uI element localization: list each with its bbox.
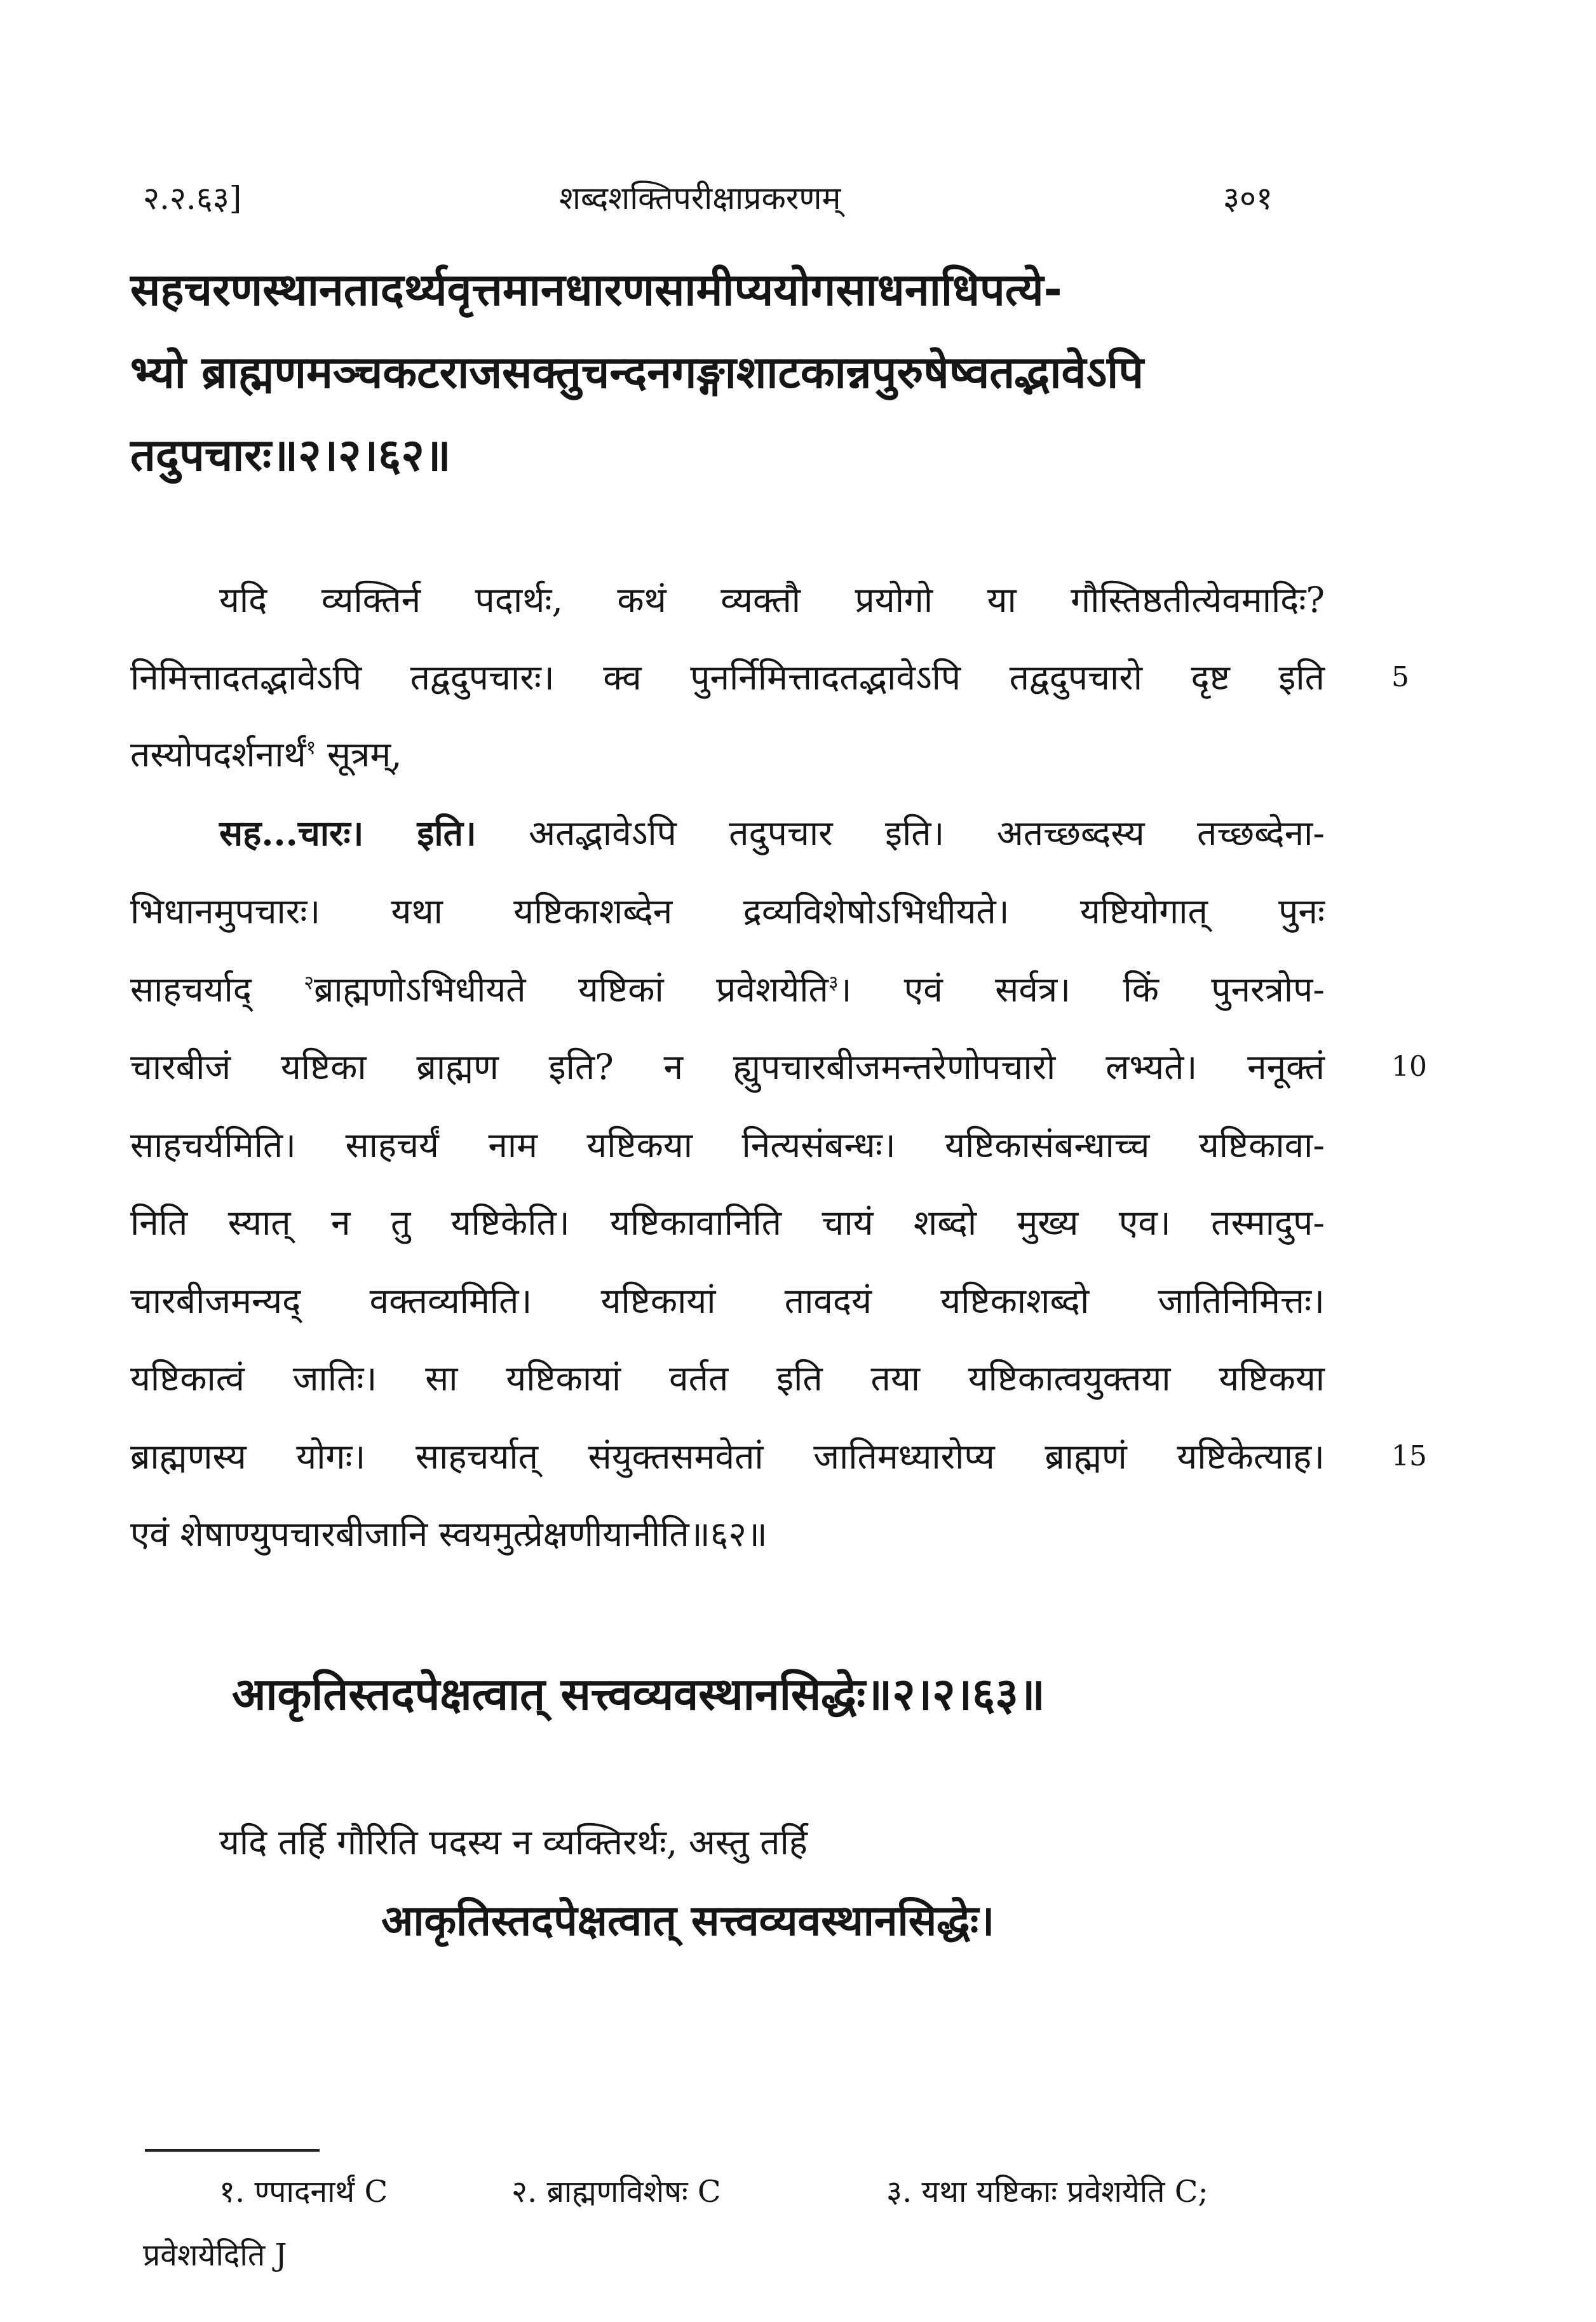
commentary-line-10: चारबीजमन्यद् वक्तव्यमिति। यष्टिकायां तावदयं यष्टिकाशब्दो जातिनिमित्तः। bbox=[130, 1280, 1325, 1321]
footnote-ref-3: ३ bbox=[828, 972, 839, 995]
sutra-62-line-3: तदुपचारः॥२।२।६२॥ bbox=[130, 429, 451, 481]
running-title: शब्दशक्तिपरीक्षाप्रकरणम् bbox=[559, 180, 841, 217]
footnote-3: ३. यथा यष्टिकाः प्रवेशयेति C; bbox=[886, 2174, 1208, 2210]
footnote-ref-1: १ bbox=[306, 737, 316, 759]
page-number: ३०१ bbox=[1223, 180, 1273, 217]
line-number-5: 5 bbox=[1391, 661, 1409, 693]
commentary2-line-1: यदि तर्हि गौरिति पदस्य न व्यक्तिरर्थः, अस्तु तर्हि bbox=[219, 1822, 808, 1863]
footnote-rule bbox=[145, 2149, 320, 2152]
commentary-line-11: यष्टिकात्वं जातिः। सा यष्टिकायां वर्तत इति तया यष्टिकात्वयुक्तया यष्टिकया bbox=[130, 1358, 1325, 1399]
lemma-bold: सह...चारः। इति। bbox=[219, 812, 477, 853]
sutra-63-inline: आकृतिस्तदपेक्षत्वात् सत्त्वव्यवस्थानसिद्धेः। bbox=[381, 1896, 995, 1945]
sutra-62-line-1: सहचरणस्थानतादर्थ्यवृत्तमानधारणसामीप्ययोगसाधनाधिपत्ये- bbox=[130, 264, 1062, 316]
line-number-10: 10 bbox=[1391, 1050, 1427, 1083]
line-number-15: 15 bbox=[1391, 1440, 1427, 1472]
commentary-line-4: सह...चारः। इति। अतद्भावेऽपि तदुपचार इति। अतच्छब्दस्य तच्छब्देना- bbox=[219, 812, 1325, 853]
sutra-62-line-2: भ्यो ब्राह्मणमञ्चकटराजसक्तुचन्दनगङ्गाशाटकान्नपुरुषेष्वतद्भावेऽपि bbox=[130, 346, 1144, 398]
commentary-line-2: निमित्तादतद्भावेऽपि तद्वदुपचारः। क्व पुनर्निमित्तादतद्भावेऽपि तद्वदुपचारो दृष्ट इति bbox=[130, 657, 1325, 698]
commentary-line-6: साहचर्याद् $^२$ब्राह्मणोऽभिधीयते यष्टिकां प्रवेशयेति$^३$। एवं सर्वत्र। किं पुनरत्रोप- bbox=[130, 969, 1325, 1010]
commentary-line-13: एवं शेषाण्युपचारबीजानि स्वयमुत्प्रेक्षणीयानीति॥६२॥ bbox=[130, 1514, 768, 1554]
commentary-line-7: चारबीजं यष्टिका ब्राह्मण इति? न ह्युपचारबीजमन्तरेणोपचारो लभ्यते। ननूक्तं bbox=[130, 1047, 1325, 1087]
commentary-line-8: साहचर्यमिति। साहचर्यं नाम यष्टिकया नित्यसंबन्धः। यष्टिकासंबन्धाच्च यष्टिकावा- bbox=[130, 1125, 1325, 1165]
sutra-63: आकृतिस्तदपेक्षत्वात् सत्त्वव्यवस्थानसिद्धेः॥२।२।६३॥ bbox=[232, 1668, 1045, 1720]
footnote-3-continued: प्रवेशयेदिति J bbox=[143, 2237, 287, 2273]
commentary-line-9: निति स्यात् न तु यष्टिकेति। यष्टिकावानिति चायं शब्दो मुख्य एव। तस्मादुप- bbox=[130, 1202, 1325, 1243]
header-section-ref: २.२.६३] bbox=[143, 180, 242, 217]
commentary-line-12: ब्राह्मणस्य योगः। साहचर्यात् संयुक्तसमवेतां जातिमध्यारोप्य ब्राह्मणं यष्टिकेत्याह। bbox=[130, 1436, 1325, 1477]
footnote-ref-2: २ bbox=[304, 972, 314, 995]
commentary-line-5: भिधानमुपचारः। यथा यष्टिकाशब्देन द्रव्यविशेषोऽभिधीयते। यष्टियोगात् पुनः bbox=[130, 891, 1325, 932]
commentary-line-3: तस्योपदर्शनार्थं$^१$ सूत्रम्, bbox=[130, 734, 402, 775]
footnote-1: १. ण्पादनार्थं C bbox=[219, 2174, 388, 2210]
footnote-2: २. ब्राह्मणविशेषः C bbox=[511, 2174, 721, 2210]
commentary-line-1: यदि व्यक्तिर्न पदार्थः, कथं व्यक्तौ प्रयोगो या गौस्तिष्ठतीत्येवमादिः? bbox=[219, 580, 1325, 620]
